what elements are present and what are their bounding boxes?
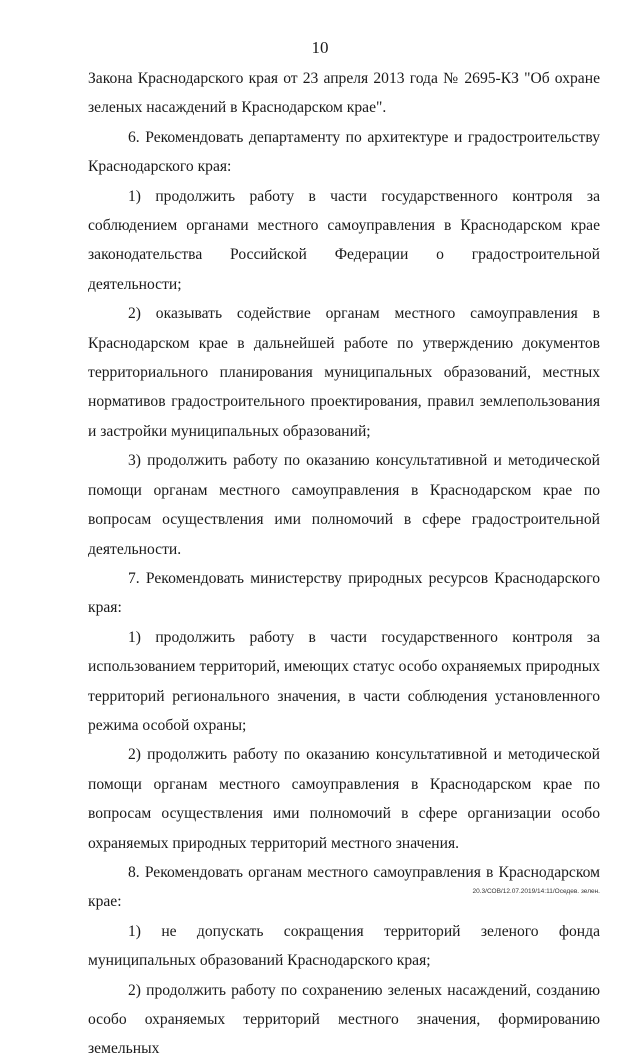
paragraph-item-7-1: 1) продолжить работу в части государственного контроля за использованием территорий, имеющих статус особо охраняемых природных территорий регионального значения, в части соблюдения установленного режима особой охраны; (88, 628, 600, 734)
paragraph-item-8-2: 2) продолжить работу по сохранению зеленых насаждений, созданию особо охраняемых территорий местного значения, формированию земельных (88, 981, 600, 1058)
paragraph-item-8: 8. Рекомендовать органам местного самоуправления в Краснодарском крае: (88, 863, 600, 911)
paragraph-item-6-2: 2) оказывать содействие органам местного самоуправления в Краснодарском крае в дальнейшей работе по утверждению документов территориального планирования муниципальных образований, местных нормативов градостроительного проектирования, правил землепользования и застройки муниципальных образований; (88, 305, 600, 440)
paragraph-item-7-2: 2) продолжить работу по оказанию консультативной и методической помощи органам местного самоуправления в Краснодарском крае по вопросам осуществления ими полномочий в сфере организации особо охраняемых природных территорий местного значения. (88, 746, 600, 852)
document-body (88, 64, 600, 1064)
paragraph-item-8-1: 1) не допускать сокращения территорий зеленого фонда муниципальных образований Краснодарского края; (88, 922, 600, 970)
paragraph-item-6-3: 3) продолжить работу по оказанию консультативной и методической помощи органам местного самоуправления в Краснодарском крае по вопросам осуществления ими полномочий в сфере градостроительной деятельности. (88, 452, 600, 558)
paragraph-item-6-1: 1) продолжить работу в части государственного контроля за соблюдением органами местного самоуправления в Краснодарском крае законодательства Российской Федерации о градостроительной деятельности; (88, 187, 600, 293)
page-number: 10 (311, 38, 329, 57)
paragraph-item-7: 7. Рекомендовать министерству природных ресурсов Краснодарского края: (88, 569, 600, 617)
paragraph-law-reference: Закона Краснодарского края от 23 апреля 2013 года № 2695-КЗ "Об охране зеленых насаждений в Краснодарском крае". (88, 70, 600, 117)
paragraph-item-6: 6. Рекомендовать департаменту по архитектуре и градостроительству Краснодарского края: (88, 128, 600, 176)
footer-document-code: 20.3/СОВ/12.07.2019/14:11/Оседев. зелен. (472, 888, 600, 895)
